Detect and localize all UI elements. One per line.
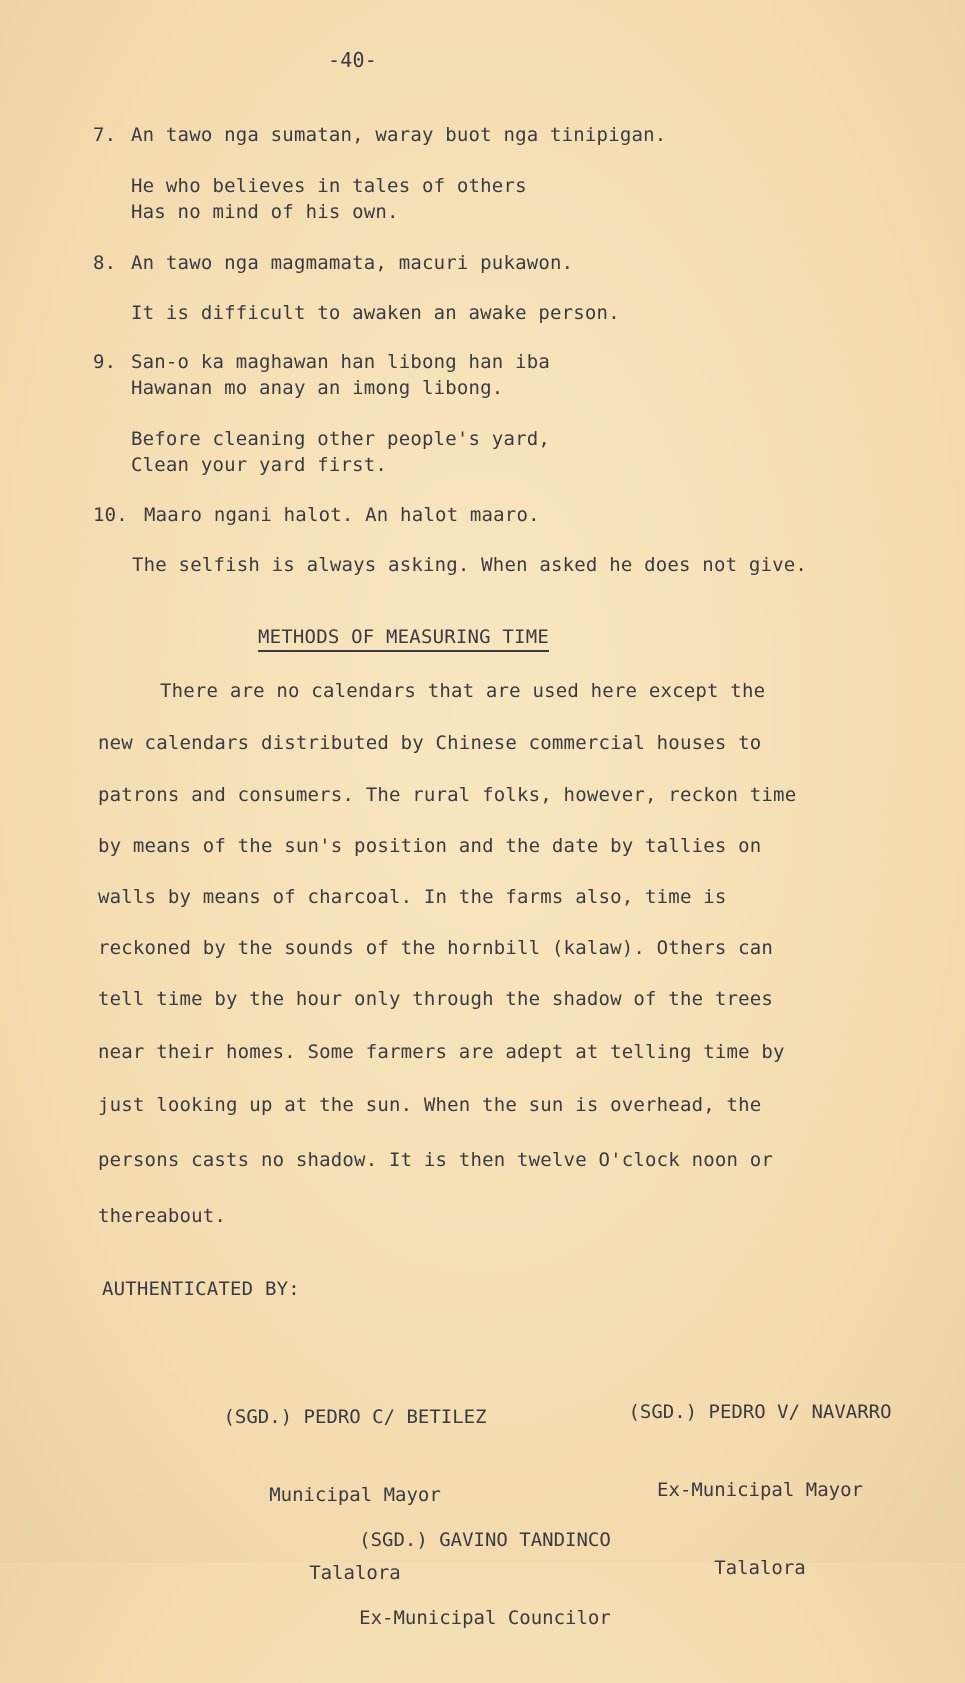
proverb-english-line: Clean your yard first. <box>131 454 388 476</box>
proverb-native-line: An tawo nga sumatan, waray buot nga tinipigan. <box>131 124 667 146</box>
section-title: METHODS OF MEASURING TIME <box>258 626 549 652</box>
paragraph-line: thereabout. <box>98 1205 227 1227</box>
paragraph-line: reckoned by the sounds of the hornbill (kalaw). Others can <box>98 937 774 959</box>
signature-block <box>320 1475 650 1683</box>
authenticated-label: AUTHENTICATED BY: <box>102 1278 300 1300</box>
paragraph-line: walls by means of charcoal. In the farms also, time is <box>98 886 727 908</box>
signature-place: Talalora <box>714 1557 806 1579</box>
proverb-native-line: Maaro ngani halot. An halot maaro. <box>144 504 540 526</box>
page-number: -40- <box>328 48 377 72</box>
proverb-english-line: He who believes in tales of others <box>131 175 527 197</box>
paragraph-line: near their homes. Some farmers are adept at telling time by <box>98 1041 785 1063</box>
signature-title: Ex-Municipal Councilor <box>359 1607 611 1629</box>
proverb-native-line: An tawo nga magmamata, macuri pukawon. <box>131 252 574 274</box>
proverb-english-line: Before cleaning other people's yard, <box>131 428 551 450</box>
signature-place: Talalora <box>309 1562 401 1584</box>
proverb-native-line: Hawanan mo anay an imong libong. <box>131 377 504 399</box>
paragraph-line: just looking up at the sun. When the sun is overhead, the <box>98 1094 762 1116</box>
signature-name: (SGD.) PEDRO C/ BETILEZ <box>223 1406 487 1428</box>
paragraph-line: There are no calendars that are used here except the <box>160 680 766 702</box>
proverb-english-line: The selfish is always asking. When asked he does not give. <box>132 554 808 576</box>
paragraph-line: new calendars distributed by Chinese commercial houses to <box>98 732 762 754</box>
signature-title: Ex-Municipal Mayor <box>657 1479 863 1501</box>
proverb-number: 10. <box>93 504 128 526</box>
proverb-number: 9. <box>93 351 117 373</box>
paragraph-line: persons casts no shadow. It is then twelve O'clock noon or <box>98 1149 774 1171</box>
proverb-english-line: It is difficult to awaken an awake person. <box>131 302 620 324</box>
paragraph-line: by means of the sun's position and the date by tallies on <box>98 835 762 857</box>
proverb-number: 7. <box>93 124 117 146</box>
paragraph-line: patrons and consumers. The rural folks, however, reckon time <box>98 784 797 806</box>
proverb-number: 8. <box>93 252 117 274</box>
signature-name: (SGD.) PEDRO V/ NAVARRO <box>628 1401 892 1423</box>
proverb-native-line: San-o ka maghawan han libong han iba <box>131 351 551 373</box>
proverb-english-line: Has no mind of his own. <box>131 201 399 223</box>
signature-name: (SGD.) GAVINO TANDINCO <box>359 1529 611 1551</box>
signature-title: Municipal Mayor <box>269 1484 441 1506</box>
paragraph-line: tell time by the hour only through the shadow of the trees <box>98 988 774 1010</box>
